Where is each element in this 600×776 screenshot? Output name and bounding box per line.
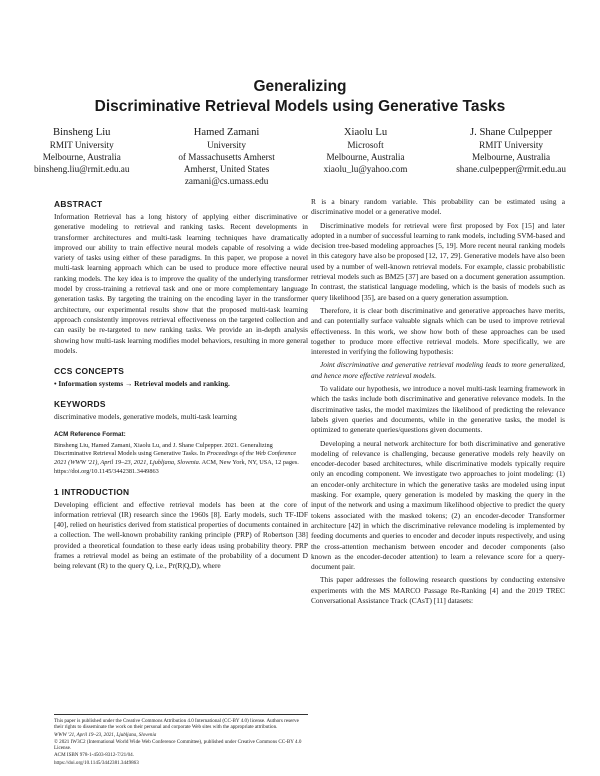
abstract-text: Information Retrieval has a long history of applying either discriminative or generative modeling to retrieval and ranking tasks. Recent developments in transformer architectures and multi-task learning techniques have dramatically improved our ability to train effective neural models capable of resolving a wide variety of tasks using either of these paradigms. In this paper, we propose a novel multi-task learning approach which can be used to produce more effective neural ranking models. The key idea is to improve the quality of the underlying transformer model by cross-training a retrieval task and one or more complementary language generation tasks. By targeting the training on the encoding layer in the transformer architecture, our experimental results show that the proposed multi-task learning approach consistently improves retrieval effectiveness on the targeted collection and can easily be re-targeted to new ranking tasks. We provide an in-depth analysis showing how multi-task learning modifies model behaviors, resulting in more general models. [54,212,308,355]
title-line-2: Discriminative Retrieval Models using Generative Tasks [94,98,506,115]
paragraph-6: This paper addresses the following research questions by conducting extensive experiments with the MS MARCO Passage Re-Ranking [4] and the 2019 TREC Conversational Assistance Track (CAsT) [11] datasets: [311,575,565,605]
author-affiliation: RMIT University [479,140,544,150]
author-name: J. Shane Culpepper [470,127,553,138]
doi-link[interactable]: https://doi.org/10.1145/3442381.3449863 [54,759,139,766]
reference-venue: Proceedings of the Web Conference 2021 (WWW '21), April 19–23, 2021, Ljubljana, Slovenia. [54,450,297,467]
keywords-text: discriminative models, generative models, multi-task learning [54,412,237,422]
author-affiliation: University [207,140,246,150]
hypothesis: Joint discriminative and generative retrieval modeling leads to more generalized, and hence more effective retrieval models. [311,360,565,380]
author-name: Binsheng Liu [53,127,111,138]
paragraph-5: Developing a neural network architecture for both discriminative and generative modeling of relevance is challenging, because generative models rely heavily on encoder-decoder based architectures, while discriminative models typically require only an encoding component. We investigate two approaches to joint modeling: (1) an encoder-only architecture in which the generative tasks are modeled using input masking. For example, query generation is modeled by masking the query in the input of the network and using a maximum likelihood objective to predict the query tokens associated with the masked tokens; (2) an encoder-decoder Transformer architecture [42] in which the discriminative relevance modeling is implemented by feeding documents and queries to encoder and decoder inputs respectively, and using the cross-attention mechanism between encoder and decoder components (also known as the encoder-decoder attention) to learn a relevance score for a query-document pair. [311,438,565,572]
author-email: shane.culpepper@rmit.edu.au [456,164,566,174]
author-email: zamani@cs.umass.edu [184,176,269,186]
author-email: binsheng.liu@rmit.edu.au [34,164,130,174]
conference-note: WWW '21, April 19–23, 2021, Ljubljana, Slovenia [54,731,157,738]
paragraph-1: R is a binary random variable. This probability can be estimated using a discriminative model or a generative model. [311,197,565,217]
author-block [34,126,566,187]
author-affiliation-cont: of Massachusetts Amherst [178,152,275,162]
author-location: Melbourne, Australia [42,152,121,162]
footnote [54,714,308,767]
author-location: Amherst, United States [183,164,270,174]
keywords-heading: KEYWORDS [54,399,106,410]
abstract-heading: ABSTRACT [54,199,103,209]
author-1 [34,126,129,187]
author-email: xiaolu_lu@yahoo.com [323,164,408,174]
introduction-heading: 1 INTRODUCTION [54,486,130,497]
author-name: Hamed Zamani [193,127,260,138]
ccs-heading: CCS CONCEPTS [54,366,125,377]
author-location: Melbourne, Australia [472,152,551,162]
isbn-note: ACM ISBN 978-1-4503-8312-7/21/04. [54,752,134,759]
ccs-text: • Information systems → Retrieval models and ranking. [54,379,230,389]
author-affiliation: Microsoft [347,140,384,150]
reference-doi[interactable]: ACM, New York, NY, USA, 12 pages. https://doi.org/10.1145/3442381.3449863 [54,459,299,475]
paper-title [0,77,600,117]
paragraph-2: Discriminative models for retrieval were first proposed by Fox [15] and later adopted in a number of successful learning to rank models, including SVM-based and decision tree-based modeling approaches [5, 19]. More recent neural ranking models in this category have also be proposed [12, 17, 29]. Generative models have also been used by a number of well-known retrieval models. For example, classic probabilistic retrieval models such as BM25 [37] are based on a document generation assumption. In contrast, the statistical language modeling, which is the basis of models such as query likelihood [35], are based on a query generation assumption. [311,220,565,302]
author-location: Melbourne, Australia [326,152,405,162]
reference-authors-title: Binsheng Liu, Hamed Zamani, Xiaolu Lu, and J. Shane Culpepper. 2021. Generalizing Discriminative Retrieval Models using Generative Tasks. In [54,441,273,458]
copyright-note: © 2021 IW3C2 (International World Wide Web Conference Committee), published under Creative Commons CC-BY 4.0 License. [54,738,302,752]
introduction-text: Developing efficient and effective retrieval models has been at the core of information retrieval (IR) research since the 1960s [8]. Early models, such TF-IDF [40], relied on heuristics derived from statistical properties of documents contained in a collection. The well-known probability ranking principle (PRP) of Robertson [38] provided a theoretical foundation to these early ideas using probability theory. PRP frames a retrieval model as being an estimate of the probability of a document D being relevant (R) to the query Q, i.e., Pr(R|Q,D), where [54,499,308,571]
reference-format-text [54,442,308,477]
title-line-1: Generalizing [253,78,347,95]
author-2 [178,126,274,187]
reference-format-heading: ACM Reference Format: [54,430,126,438]
author-affiliation: RMIT University [49,140,114,150]
paragraph-4: To validate our hypothesis, we introduce a novel multi-task learning framework in which the tasks include both discriminative and generative relevance models. In the discriminative tasks, the model maximizes the likelihood of predicting the relevance labels given queries and documents, while in the generative tasks, the model is optimized to generate queries/questions given documents. [311,384,565,435]
license-note: This paper is published under the Creative Commons Attribution 4.0 International (CC-BY 4.0) license. Authors reserve their rights to disseminate the work on their personal and corporate Web sites with the appropriate attribution. [54,718,299,731]
left-column [54,199,308,575]
paragraph-3: Therefore, it is clear both discriminative and generative approaches have merits, and can potentially surface valuable signals which can be used to improve retrieval effectiveness. In this work, we show how both of these approaches can be used together to produce more effective retrieval models. More specifically, we are interested in verifying the following hypothesis: [311,305,565,357]
author-name: Xiaolu Lu [343,127,388,138]
author-4 [456,126,566,187]
author-3 [324,126,408,187]
right-column [311,197,565,609]
